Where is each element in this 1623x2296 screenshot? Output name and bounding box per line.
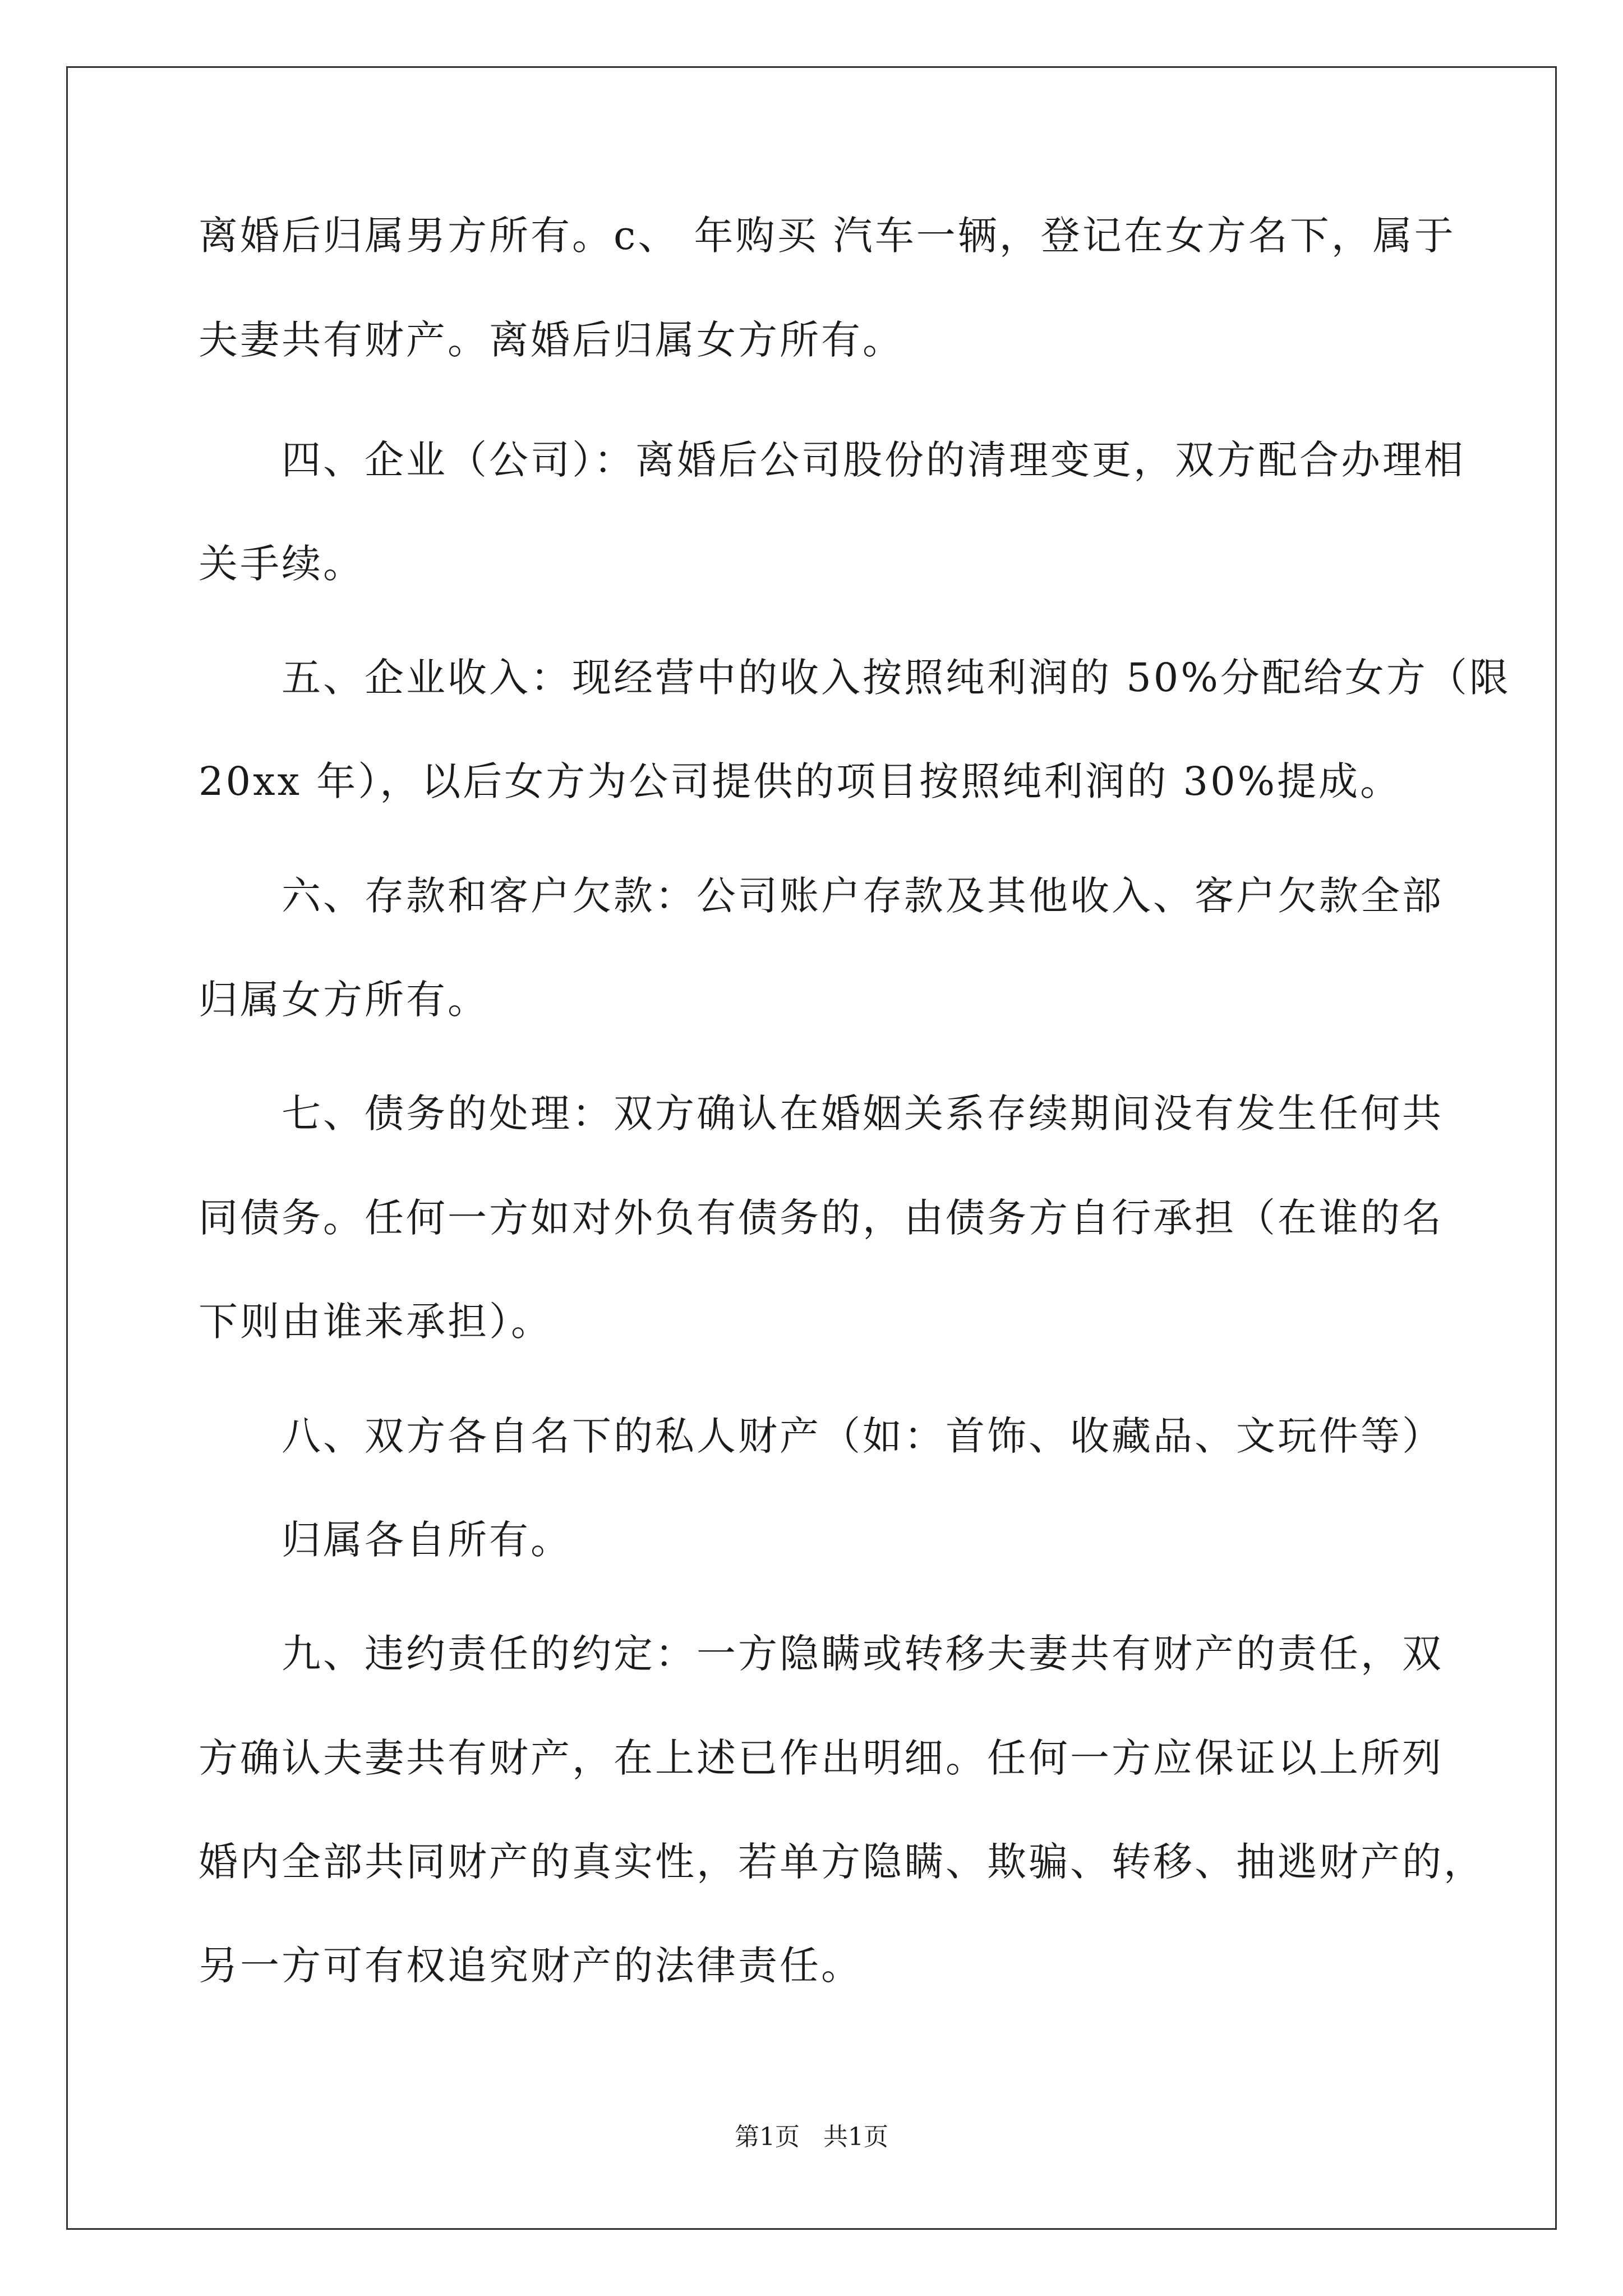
text-line-4: 关手续。 (199, 541, 365, 587)
text-line-3: 四、企业（公司）：离婚后公司股份的清理变更，双方配合办理相 (282, 437, 1465, 483)
text-line-13: 归属各自所有。 (282, 1517, 572, 1563)
text-line-1: 离婚后归属男方所有。c、 年购买 汽车一辆，登记在女方名下，属于 (199, 213, 1456, 259)
text-line-9: 七、债务的处理：双方确认在婚姻关系存续期间没有发生任何共 (282, 1091, 1444, 1137)
text-line-14: 九、违约责任的约定：一方隐瞒或转移夫妻共有财产的责任，双 (282, 1631, 1444, 1677)
text-line-16: 婚内全部共同财产的真实性，若单方隐瞒、欺骗、转移、抽逃财产的， (199, 1839, 1485, 1885)
text-line-12: 八、双方各自名下的私人财产（如：首饰、收藏品、文玩件等） (282, 1413, 1444, 1459)
page-footer: 第1页 共1页 (735, 2123, 888, 2151)
text-line-6: 20xx 年），以后女方为公司提供的项目按照纯利润的 30%提成。 (199, 758, 1402, 804)
text-line-15: 方确认夫妻共有财产，在上述已作出明细。任何一方应保证以上所列 (199, 1735, 1444, 1781)
text-line-17: 另一方可有权追究财产的法律责任。 (199, 1943, 863, 1989)
text-line-5: 五、企业收入：现经营中的收入按照纯利润的 50%分配给女方（限 (282, 655, 1511, 701)
page-border (66, 66, 1557, 2230)
text-line-8: 归属女方所有。 (199, 977, 489, 1023)
text-line-10: 同债务。任何一方如对外负有债务的，由债务方自行承担（在谁的名 (199, 1195, 1444, 1241)
text-line-7: 六、存款和客户欠款：公司账户存款及其他收入、客户欠款全部 (282, 873, 1444, 919)
text-line-2: 夫妻共有财产。离婚后归属女方所有。 (199, 317, 904, 363)
text-line-11: 下则由谁来承担）。 (199, 1299, 552, 1345)
